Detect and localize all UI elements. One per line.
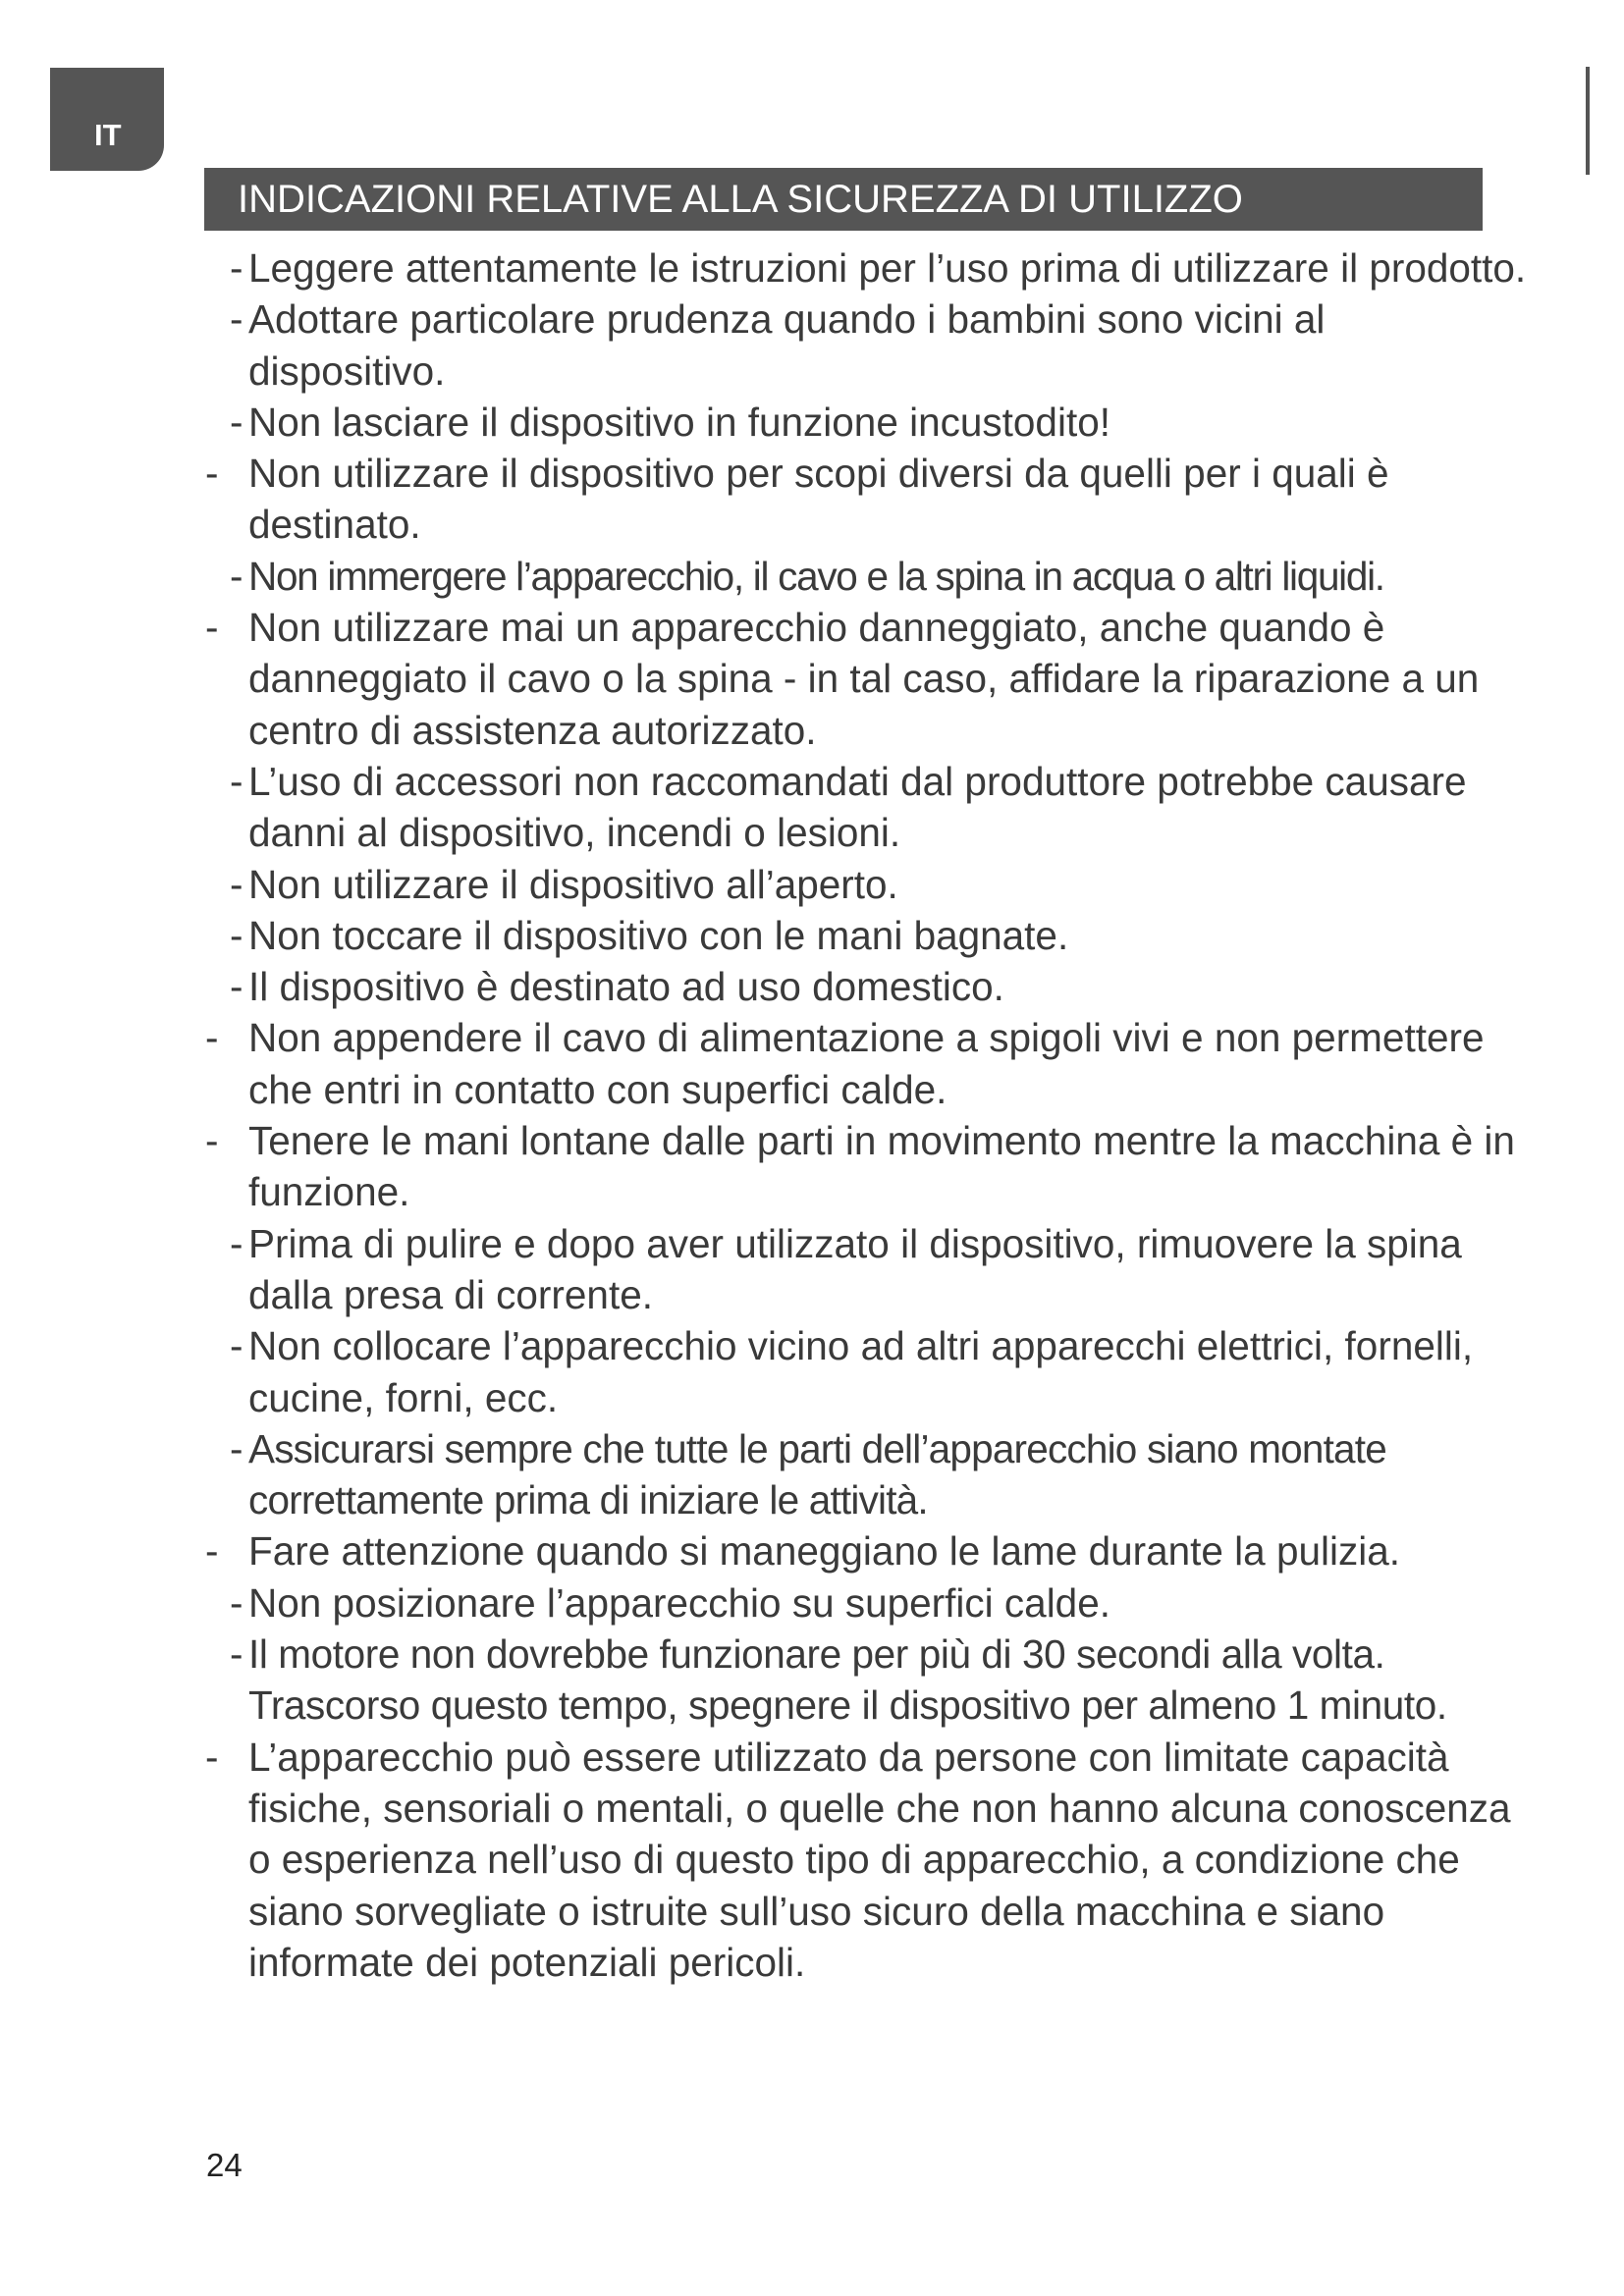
margin-rule: [1586, 67, 1590, 175]
list-item: [204, 448, 1530, 551]
list-dash: -: [230, 1220, 244, 1266]
language-tab: IT: [50, 68, 164, 171]
list-item-text: L’uso di accessori non raccomandati dal produttore potrebbe causare danni al dispositivo, incendi o lesioni.: [248, 758, 1467, 856]
list-dash: -: [205, 1734, 219, 1780]
list-item-text: Leggere attentamente le istruzioni per l’uso prima di utilizzare il prodotto.: [248, 245, 1527, 291]
list-item: [204, 910, 1530, 961]
list-dash: -: [205, 451, 219, 497]
list-item: [204, 602, 1530, 756]
list-item: [204, 1423, 1530, 1526]
list-dash: -: [230, 399, 244, 445]
list-dash: -: [230, 245, 244, 291]
list-item: [204, 397, 1530, 448]
list-item: [204, 1115, 1530, 1218]
list-dash: -: [205, 1528, 219, 1575]
list-dash: -: [230, 964, 244, 1010]
list-item: [204, 1732, 1530, 1988]
list-item-text: Prima di pulire e dopo aver utilizzato il dispositivo, rimuovere la spina dalla presa di corrente.: [248, 1220, 1462, 1317]
section-title: INDICAZIONI RELATIVE ALLA SICUREZZA DI UTILIZZO: [204, 168, 1483, 231]
list-item-text: Adottare particolare prudenza quando i bambini sono vicini al dispositivo.: [248, 296, 1326, 394]
list-item: [204, 1012, 1530, 1115]
list-item-text: Non immergere l’apparecchio, il cavo e la spina in acqua o altri liquidi.: [248, 553, 1384, 599]
list-dash: -: [230, 1425, 244, 1471]
list-item-text: L’apparecchio può essere utilizzato da persone con limitate capacità fisiche, sensoriali o mentali, o quelle che non hanno alcuna conoscenza o esperienza nell’uso di questo tipo di apparecchio, a condizione che siano sorvegliate o istruite sull’uso sicuro della macchina e siano informate dei potenziali pericoli.: [248, 1734, 1511, 1985]
list-item: [204, 961, 1530, 1012]
list-dash: -: [205, 1118, 219, 1164]
list-dash: -: [230, 912, 244, 958]
list-item: [204, 1629, 1530, 1732]
list-item-text: Il dispositivo è destinato ad uso domestico.: [248, 964, 1004, 1010]
list-item-text: Non utilizzare mai un apparecchio danneggiato, anche quando è danneggiato il cavo o la spina - in tal caso, affidare la riparazione a un centro di assistenza autorizzato.: [248, 605, 1480, 753]
list-item-text: Non toccare il dispositivo con le mani bagnate.: [248, 912, 1069, 958]
list-item-text: Il motore non dovrebbe funzionare per più di 30 secondi alla volta. Trascorso questo tempo, spegnere il dispositivo per almeno 1 minuto.: [248, 1631, 1447, 1729]
list-item: [204, 1525, 1530, 1576]
list-dash: -: [230, 758, 244, 804]
list-dash: -: [230, 553, 244, 599]
list-item: [204, 756, 1530, 859]
list-item-text: Non utilizzare il dispositivo per scopi diversi da quelli per i quali è destinato.: [248, 451, 1389, 548]
list-dash: -: [205, 1015, 219, 1061]
list-dash: -: [205, 605, 219, 651]
page-number: 24: [206, 2147, 243, 2183]
list-item-text: Fare attenzione quando si maneggiano le lame durante la pulizia.: [248, 1528, 1401, 1575]
list-item: [204, 859, 1530, 910]
list-dash: -: [230, 1323, 244, 1369]
list-item: [204, 242, 1530, 294]
list-dash: -: [230, 1579, 244, 1626]
list-dash: -: [230, 861, 244, 907]
list-item: [204, 294, 1530, 397]
list-item-text: Tenere le mani lontane dalle parti in movimento mentre la macchina è in funzione.: [248, 1118, 1515, 1215]
list-item: [204, 1320, 1530, 1423]
list-item: [204, 551, 1530, 602]
list-item-text: Non appendere il cavo di alimentazione a spigoli vivi e non permettere che entri in contatto con superfici calde.: [248, 1015, 1485, 1112]
list-dash: -: [230, 1631, 244, 1678]
list-item-text: Non posizionare l’apparecchio su superfici calde.: [248, 1579, 1110, 1626]
list-item: [204, 1218, 1530, 1321]
safety-instructions-list: [204, 242, 1530, 1988]
list-item: [204, 1577, 1530, 1629]
list-item-text: Assicurarsi sempre che tutte le parti dell’apparecchio siano montate correttamente prima di iniziare le attività.: [248, 1425, 1386, 1523]
list-item-text: Non utilizzare il dispositivo all’aperto.: [248, 861, 898, 907]
list-item-text: Non lasciare il dispositivo in funzione incustodito!: [248, 399, 1110, 445]
list-item-text: Non collocare l’apparecchio vicino ad altri apparecchi elettrici, fornelli, cucine, forni, ecc.: [248, 1323, 1474, 1420]
list-dash: -: [230, 296, 244, 343]
